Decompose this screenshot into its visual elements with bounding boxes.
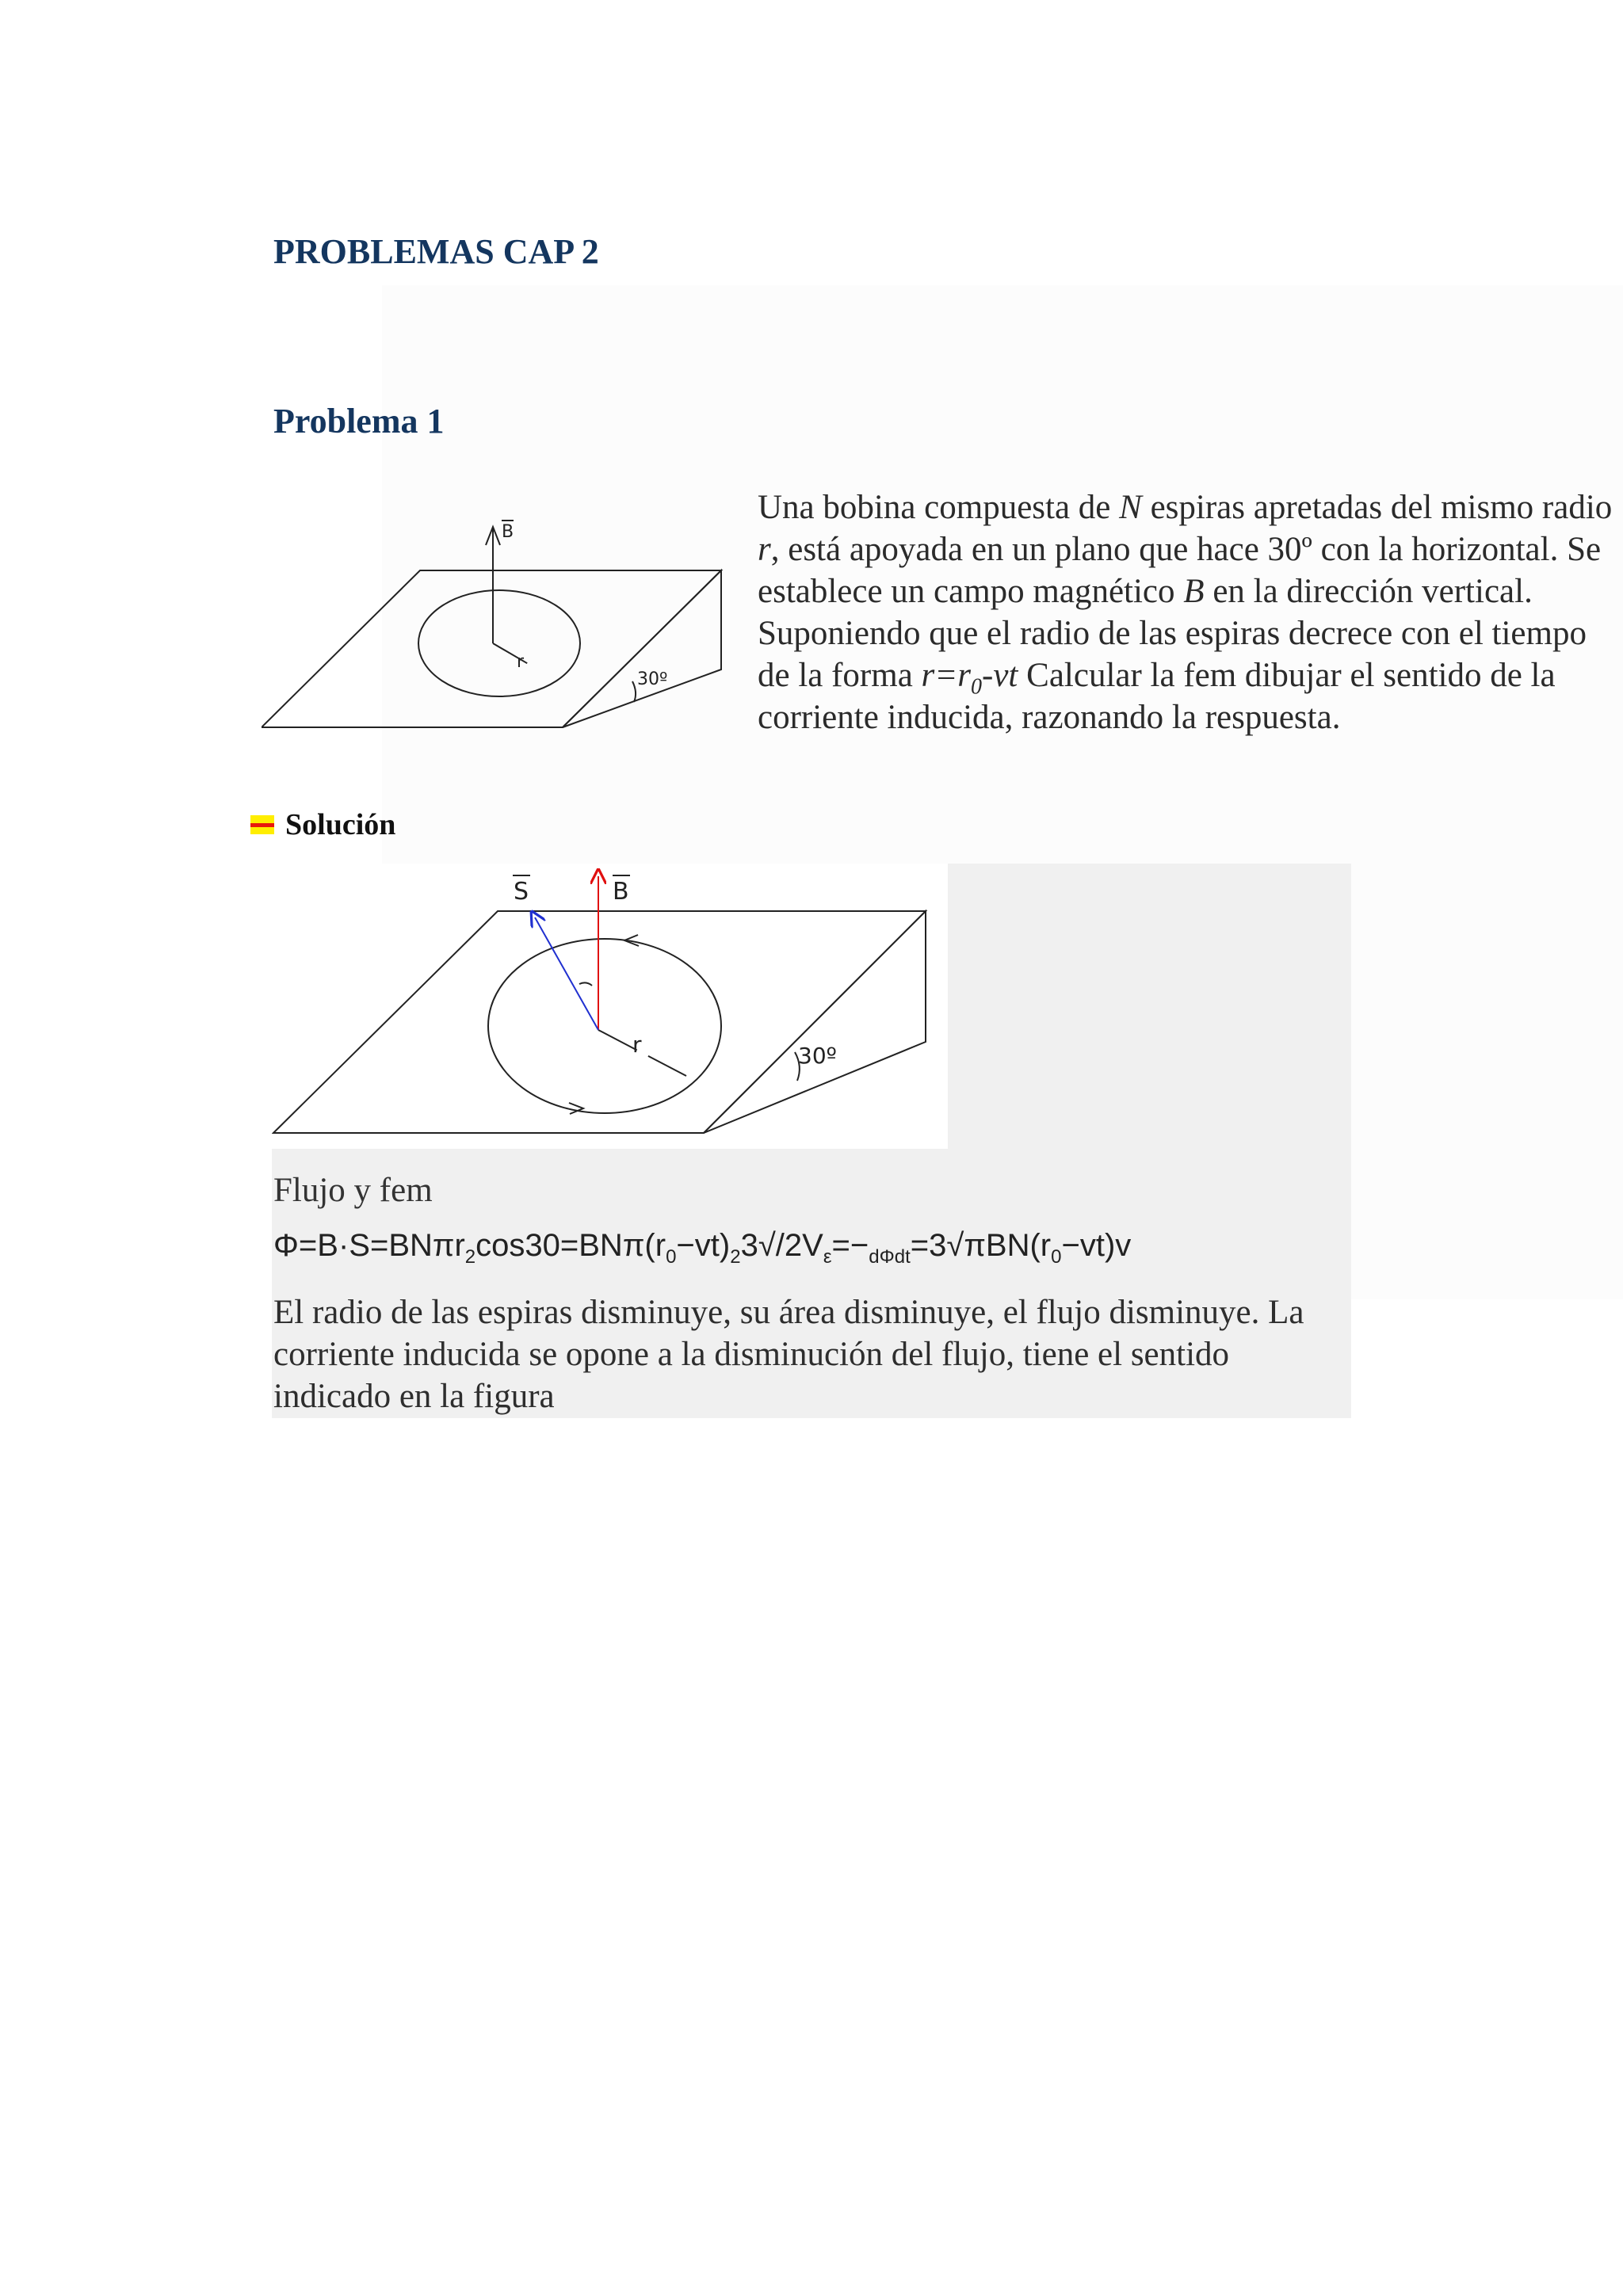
problem-statement xyxy=(758,486,1623,738)
flux-emf-formula: $\Phi=B\cdot S=BN\pi r_2\cos 30=BN\pi(r_0-vt)_23√/2V_\varepsilon=-_{d\Phi dt}=3√\pi BN(r_0-vt)v$ xyxy=(273,1228,1132,1268)
solution-label[interactable]: Solución xyxy=(285,808,396,841)
inclined-plane-figure xyxy=(262,515,729,737)
radius-equation: $r=r_0-vt$ xyxy=(921,657,1018,700)
plane-side-face xyxy=(704,911,926,1133)
current-arrow-bottom xyxy=(569,1103,583,1114)
statement-part: , está apoyada en un plano que hace 30º con la horizontal. Se establece un campo magnético xyxy=(758,531,1602,610)
radius-line xyxy=(598,1030,686,1076)
angle-label: 30º xyxy=(637,669,668,689)
symbol-B: B xyxy=(1183,573,1205,610)
radius-label: r xyxy=(632,1032,642,1058)
statement-part: en la dirección vertical. Suponiendo que el radio de las espiras decrece con el tiempo de la forma xyxy=(758,573,1587,694)
problem-heading: Problema 1 xyxy=(273,402,445,441)
radius-label: r xyxy=(517,652,525,672)
angle-arc xyxy=(632,681,636,702)
radius-line xyxy=(493,643,531,666)
symbol-N: N xyxy=(1119,489,1142,526)
plane-side-face xyxy=(563,570,721,727)
angle-label: 30º xyxy=(798,1043,837,1069)
surface-label: S xyxy=(514,878,529,906)
field-label: B xyxy=(613,878,629,906)
coil-loop xyxy=(488,939,721,1113)
plane-top-face xyxy=(273,911,926,1133)
flux-heading: Flujo y fem xyxy=(273,1172,433,1209)
explanation-text: El radio de las espiras disminuye, su área disminuye, el flujo disminuye. La corriente inducida se opone a la disminución del flujo, tiene el sentido indicado en la figura xyxy=(273,1294,1304,1415)
coil-loop xyxy=(418,590,580,696)
collapse-icon[interactable] xyxy=(250,815,274,834)
statement-part: Calcular la fem dibujar el sentido de la corriente inducida, razonando la respuesta. xyxy=(758,657,1556,736)
solution-toggle[interactable] xyxy=(250,805,395,845)
field-label: B xyxy=(502,522,514,542)
solution-panel xyxy=(272,864,1351,1418)
symbol-r: r xyxy=(758,531,771,568)
surface-normal-arrow xyxy=(535,917,598,1030)
plane-top-face xyxy=(262,570,721,727)
page-title: PROBLEMAS CAP 2 xyxy=(273,232,599,271)
solution-figure xyxy=(272,864,948,1149)
statement-part: Una bobina compuesta de xyxy=(758,489,1120,526)
angle-arc-tilt xyxy=(579,982,592,986)
statement-part: espiras apretadas del mismo radio xyxy=(1141,489,1613,526)
